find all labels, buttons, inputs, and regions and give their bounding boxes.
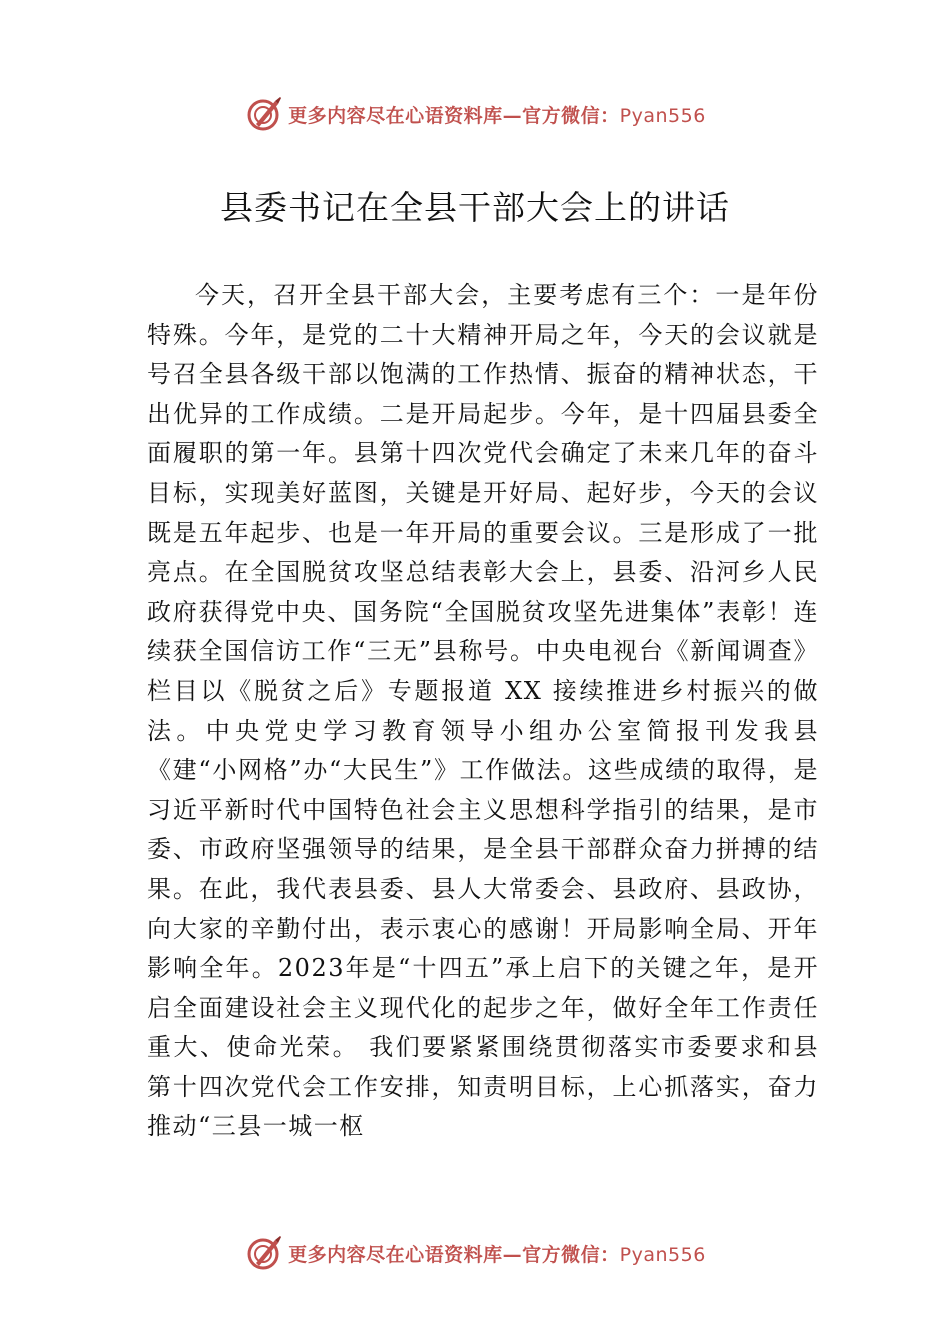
watermark-wechat-id: Pyan556 xyxy=(619,1243,706,1266)
watermark-text: 更多内容尽在心语资料库—官方微信：Pyan556 xyxy=(288,1243,706,1266)
footer-watermark xyxy=(0,1231,950,1275)
document-title: 县委书记在全县干部大会上的讲话 xyxy=(220,188,730,227)
pen-logo-icon xyxy=(244,1233,284,1273)
header-watermark xyxy=(0,92,950,136)
watermark-wechat-id: Pyan556 xyxy=(619,104,706,127)
watermark-text: 更多内容尽在心语资料库—官方微信：Pyan556 xyxy=(288,104,706,127)
pen-logo-icon xyxy=(244,94,284,134)
document-paragraph: 今天，召开全县干部大会，主要考虑有三个：一是年份特殊。今年，是党的二十大精神开局之年，今天的会议就是号召全县各级干部以饱满的工作热情、振奋的精神状态，干出优异的工作成绩。二是开局起步。今年，是十四届县委全面履职的第一年。县第十四次党代会确定了未来几年的奋斗目标，实现美好蓝图，关键是开好局、起好步，今天的会议既是五年起步、也是一年开局的重要会议。三是形成了一批亮点。在全国脱贫攻坚总结表彰大会上，县委、沿河乡人民政府获得党中央、国务院“全国脱贫攻坚先进集体”表彰！连续获全国信访工作“三无”县称号。中央电视台《新闻调查》栏目以《脱贫之后》专题报道 XX 接续推进乡村振兴的做法。中央党史学习教育领导小组办公室简报刊发我县《建“小网格”办“大民生”》工作做法。这些成绩的取得，是习近平新时代中国特色社会主义思想科学指引的结果，是市委、市政府坚强领导的结果，是全县干部群众奋力拼搏的结果。在此，我代表县委、县人大常委会、县政府、县政协，向大家的辛勤付出，表示衷心的感谢！开局影响全局、开年影响全年。2023年是“十四五”承上启下的关键之年，是开启全面建设社会主义现代化的起步之年，做好全年工作责任重大、使命光荣。 我们要紧紧围绕贯彻落实市委要求和县第十四次党代会工作安排，知责明目标，上心抓落实，奋力推动“三县一城一枢 xyxy=(147,281,819,1141)
